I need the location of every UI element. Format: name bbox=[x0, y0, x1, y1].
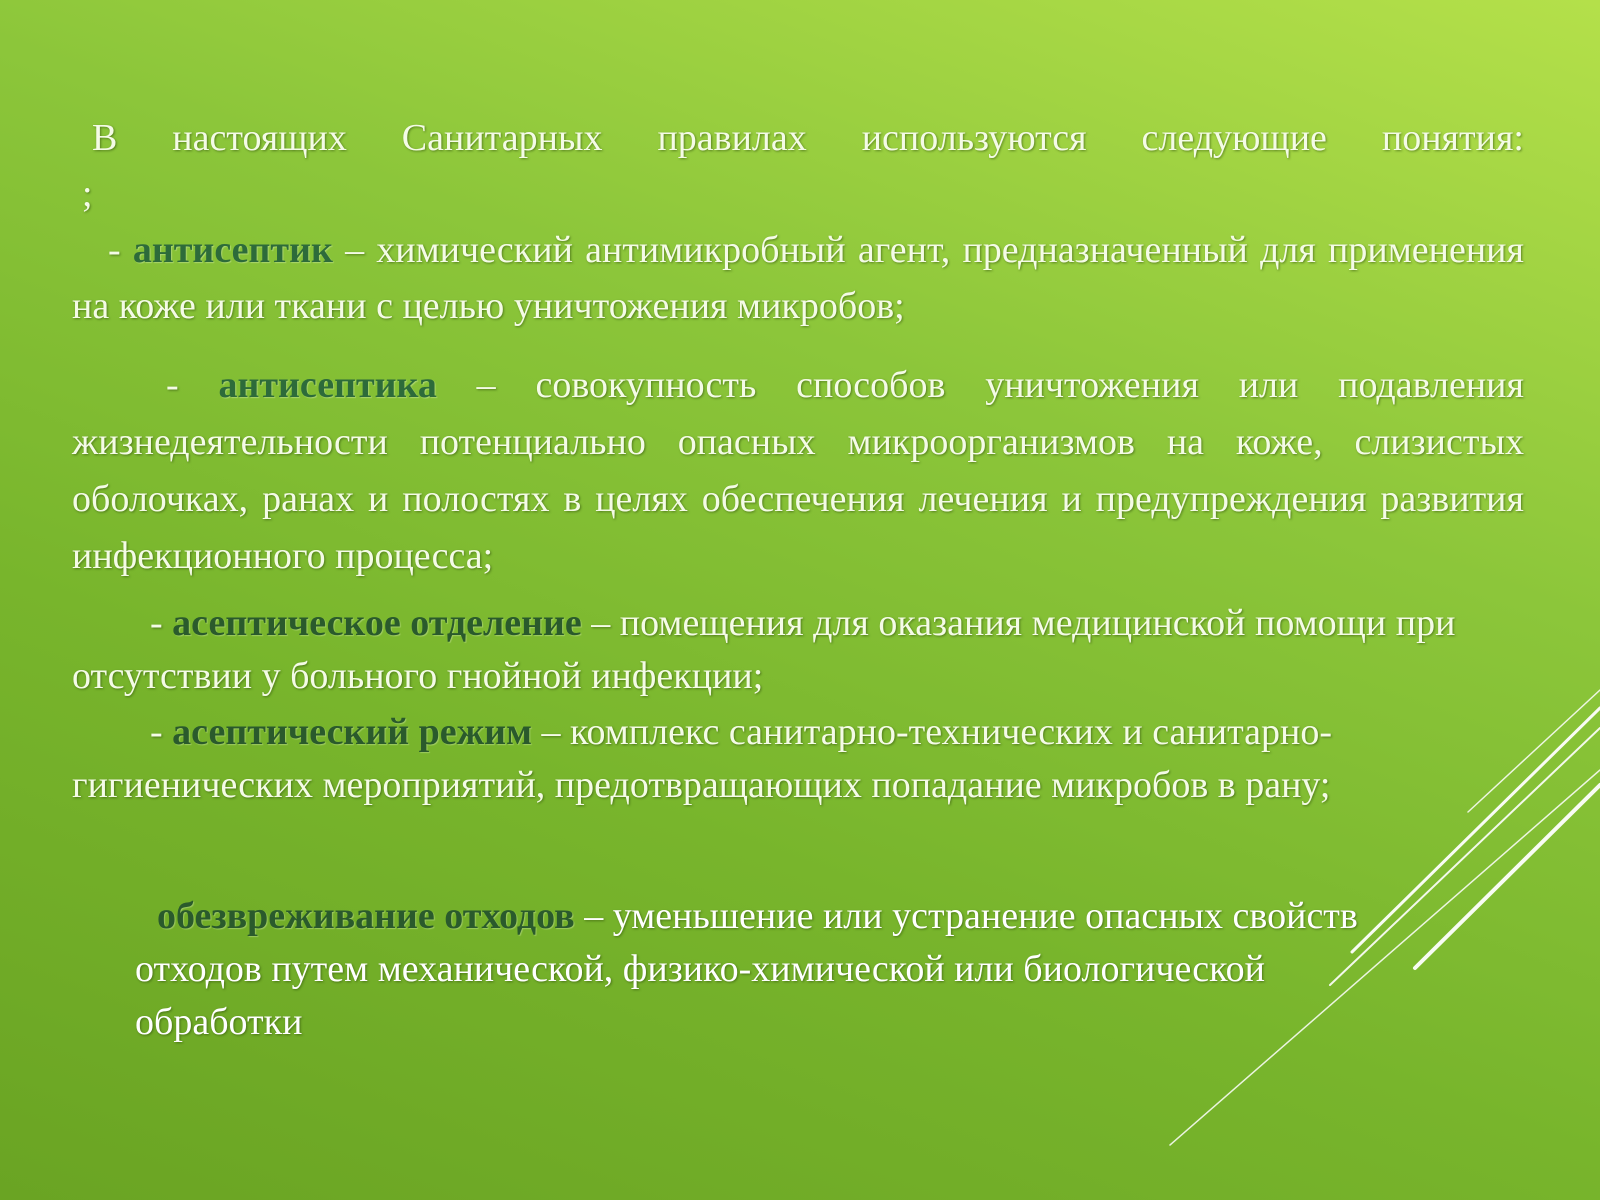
definition-prefix: - bbox=[166, 364, 219, 406]
definition-antiseptic bbox=[72, 222, 1524, 334]
definition-text: – химический антимикробный агент, предназначенный для применения на коже или ткани с целью уничтожения микробов; bbox=[72, 229, 1524, 327]
deco-line bbox=[1468, 690, 1600, 812]
definition-aseptic-regime bbox=[72, 706, 1472, 812]
definition-prefix: - bbox=[150, 602, 173, 644]
definition-text: – помещения для оказания медицинской помощи при отсутствии у больного гнойной инфекции; bbox=[72, 602, 1456, 697]
definition-text: – уменьшение или устранение опасных свойств отходов путем механической, физико-химической или биологической обработки bbox=[135, 895, 1358, 1043]
intro-paragraph bbox=[72, 110, 1524, 222]
definition-aseptic-department bbox=[72, 597, 1472, 703]
definition-term: обезвреживание отходов bbox=[157, 895, 575, 937]
intro-line: В настоящих Санитарных правилах используются следующие понятия: bbox=[92, 117, 1524, 159]
definition-text: – совокупность способов уничтожения или подавления жизнедеятельности потенциально опасных микроорганизмов на коже, слизистых оболочках, ранах и полостях в целях обеспечения лечения и предупреждения развития инфекционного процесса; bbox=[72, 364, 1524, 577]
deco-line bbox=[1415, 785, 1600, 968]
definition-prefix: - bbox=[108, 229, 133, 271]
definition-term: асептическое отделение bbox=[172, 602, 582, 644]
definition-text: – комплекс санитарно-технических и санитарно-гигиенических мероприятий, предотвращающих попадание микробов в рану; bbox=[72, 711, 1333, 806]
definition-waste-neutralization bbox=[135, 890, 1435, 1049]
definition-antiseptics bbox=[72, 357, 1524, 585]
definition-term: асептический режим bbox=[172, 711, 532, 753]
definition-term: антисептика bbox=[218, 364, 437, 406]
definition-prefix: - bbox=[150, 711, 173, 753]
definition-term: антисептик bbox=[132, 229, 333, 271]
intro-semicolon: ; bbox=[82, 173, 93, 215]
